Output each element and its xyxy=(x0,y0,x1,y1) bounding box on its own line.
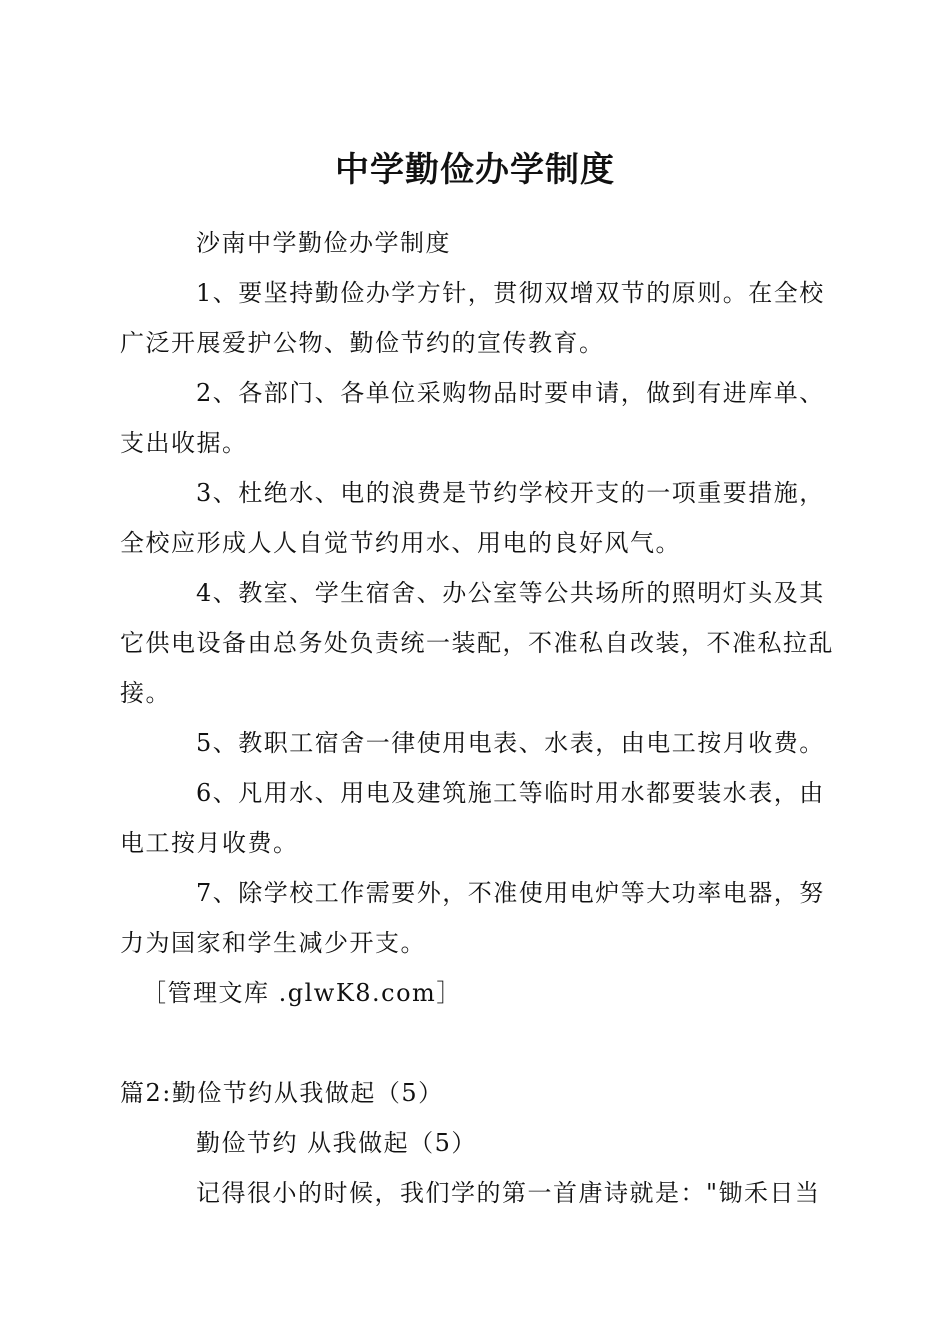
paragraph-line: 6、凡用水、用电及建筑施工等临时用水都要装水表，由 xyxy=(196,779,825,807)
paragraph-line: 接。 xyxy=(120,679,171,707)
source-note: ［管理文库 .glwK8.com］ xyxy=(142,979,462,1007)
paragraph-line: 3、杜绝水、电的浪费是节约学校开支的一项重要措施， xyxy=(196,479,825,507)
paragraph-line: 支出收据。 xyxy=(120,429,248,457)
paragraph-line: 力为国家和学生减少开支。 xyxy=(120,929,426,957)
paragraph-line: 4、教室、学生宿舍、办公室等公共场所的照明灯头及其 xyxy=(196,579,825,607)
paragraph-line: 7、除学校工作需要外，不准使用电炉等大功率电器，努 xyxy=(196,879,825,907)
document-title: 中学勤俭办学制度 xyxy=(335,150,615,190)
paragraph-line: 5、教职工宿舍一律使用电表、水表，由电工按月收费。 xyxy=(196,729,825,757)
paragraph-line: 2、各部门、各单位采购物品时要申请，做到有进库单、 xyxy=(196,379,825,407)
subtitle-line: 沙南中学勤俭办学制度 xyxy=(196,229,451,257)
paragraph-line: 电工按月收费。 xyxy=(120,829,299,857)
paragraph-line: 1、要坚持勤俭办学方针，贯彻双增双节的原则。在全校 xyxy=(196,279,825,307)
section-subtitle: 勤俭节约 从我做起（5） xyxy=(196,1129,477,1157)
section-heading: 篇2:勤俭节约从我做起（5） xyxy=(120,1079,444,1107)
paragraph-line: 广泛开展爱护公物、勤俭节约的宣传教育。 xyxy=(120,329,605,357)
paragraph-line: 全校应形成人人自觉节约用水、用电的良好风气。 xyxy=(120,529,681,557)
paragraph-line: 记得很小的时候，我们学的第一首唐诗就是："锄禾日当 xyxy=(196,1179,821,1207)
paragraph-line: 它供电设备由总务处负责统一装配，不准私自改装，不准私拉乱 xyxy=(120,629,834,657)
